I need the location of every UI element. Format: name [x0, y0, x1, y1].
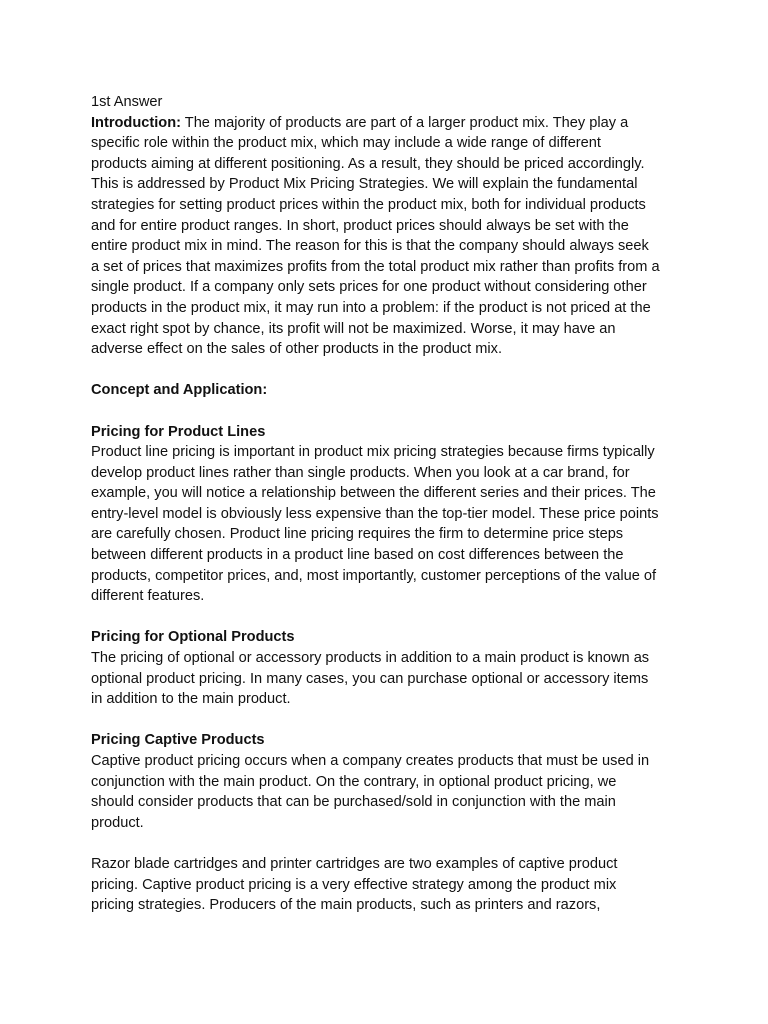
section-line: different features.	[91, 588, 205, 605]
section-line: develop product lines rather than single products. When you look at a car brand, for	[91, 464, 630, 481]
final-paragraph-line: pricing. Captive product pricing is a very effective strategy among the product mix	[91, 876, 617, 893]
section-line: example, you will notice a relationship between the different series and their prices. The	[91, 485, 656, 502]
spacer	[91, 360, 691, 381]
intro-label: Introduction:	[91, 114, 181, 131]
answer-header: 1st Answer	[91, 94, 163, 110]
concept-heading: Concept and Application:	[91, 382, 268, 399]
intro-line: single product. If a company only sets prices for one product without considering other	[91, 279, 647, 296]
section-line: products, competitor prices, and, most importantly, customer perceptions of the value of	[91, 567, 657, 584]
spacer	[91, 607, 691, 628]
intro-line: products in the product mix, it may run into a problem: if the product is not priced at the	[91, 299, 651, 316]
section-line: entry-level model is obviously less expensive than the top-tier model. These price points	[91, 505, 659, 522]
intro-line: strategies for setting product prices within the product mix, both for individual products	[91, 196, 646, 213]
section-line: Product line pricing is important in product mix pricing strategies because firms typically	[91, 444, 655, 461]
intro-line: specific role within the product mix, which may include a wide range of different	[91, 135, 601, 152]
section-line: are carefully chosen. Product line pricing requires the firm to determine price steps	[91, 526, 624, 543]
section-line: should consider products that can be purchased/sold in conjunction with the main	[91, 794, 616, 811]
intro-line: and for entire product ranges. In short, product prices should always be set with the	[91, 217, 629, 234]
section-line: in addition to the main product.	[91, 691, 291, 708]
section-heading-optional-products: Pricing for Optional Products	[91, 629, 295, 646]
final-paragraph-line: pricing strategies. Producers of the main products, such as printers and razors,	[91, 897, 601, 914]
spacer	[91, 833, 691, 854]
section-line: between different products in a product line based on cost differences between the	[91, 547, 624, 564]
section-heading-product-lines: Pricing for Product Lines	[91, 423, 266, 440]
intro-line: entire product mix in mind. The reason for this is that the company should always seek	[91, 238, 649, 255]
section-line: product.	[91, 814, 144, 831]
intro-first-line-text: The majority of products are part of a larger product mix. They play a	[180, 114, 629, 131]
intro-line: This is addressed by Product Mix Pricing Strategies. We will explain the fundamental	[91, 176, 638, 193]
intro-line: products aiming at different positioning. As a result, they should be priced accordingly.	[91, 155, 645, 172]
section-heading-captive-products: Pricing Captive Products	[91, 732, 265, 749]
section-line: The pricing of optional or accessory products in addition to a main product is known as	[91, 650, 650, 667]
final-paragraph-line: Razor blade cartridges and printer cartridges are two examples of captive product	[91, 855, 618, 872]
intro-line: exact right spot by chance, its profit will not be maximized. Worse, it may have an	[91, 320, 616, 337]
section-line: conjunction with the main product. On the contrary, in optional product pricing, we	[91, 773, 617, 790]
spacer	[91, 710, 691, 731]
section-line: optional product pricing. In many cases, you can purchase optional or accessory items	[91, 670, 649, 687]
intro-first-line	[91, 113, 691, 134]
intro-line: a set of prices that maximizes profits from the total product mix rather than profits from a	[91, 258, 660, 275]
section-line: Captive product pricing occurs when a company creates products that must be used in	[91, 753, 650, 769]
intro-line: adverse effect on the sales of other products in the product mix.	[91, 341, 503, 358]
spacer	[91, 401, 691, 422]
document-page	[91, 92, 691, 916]
